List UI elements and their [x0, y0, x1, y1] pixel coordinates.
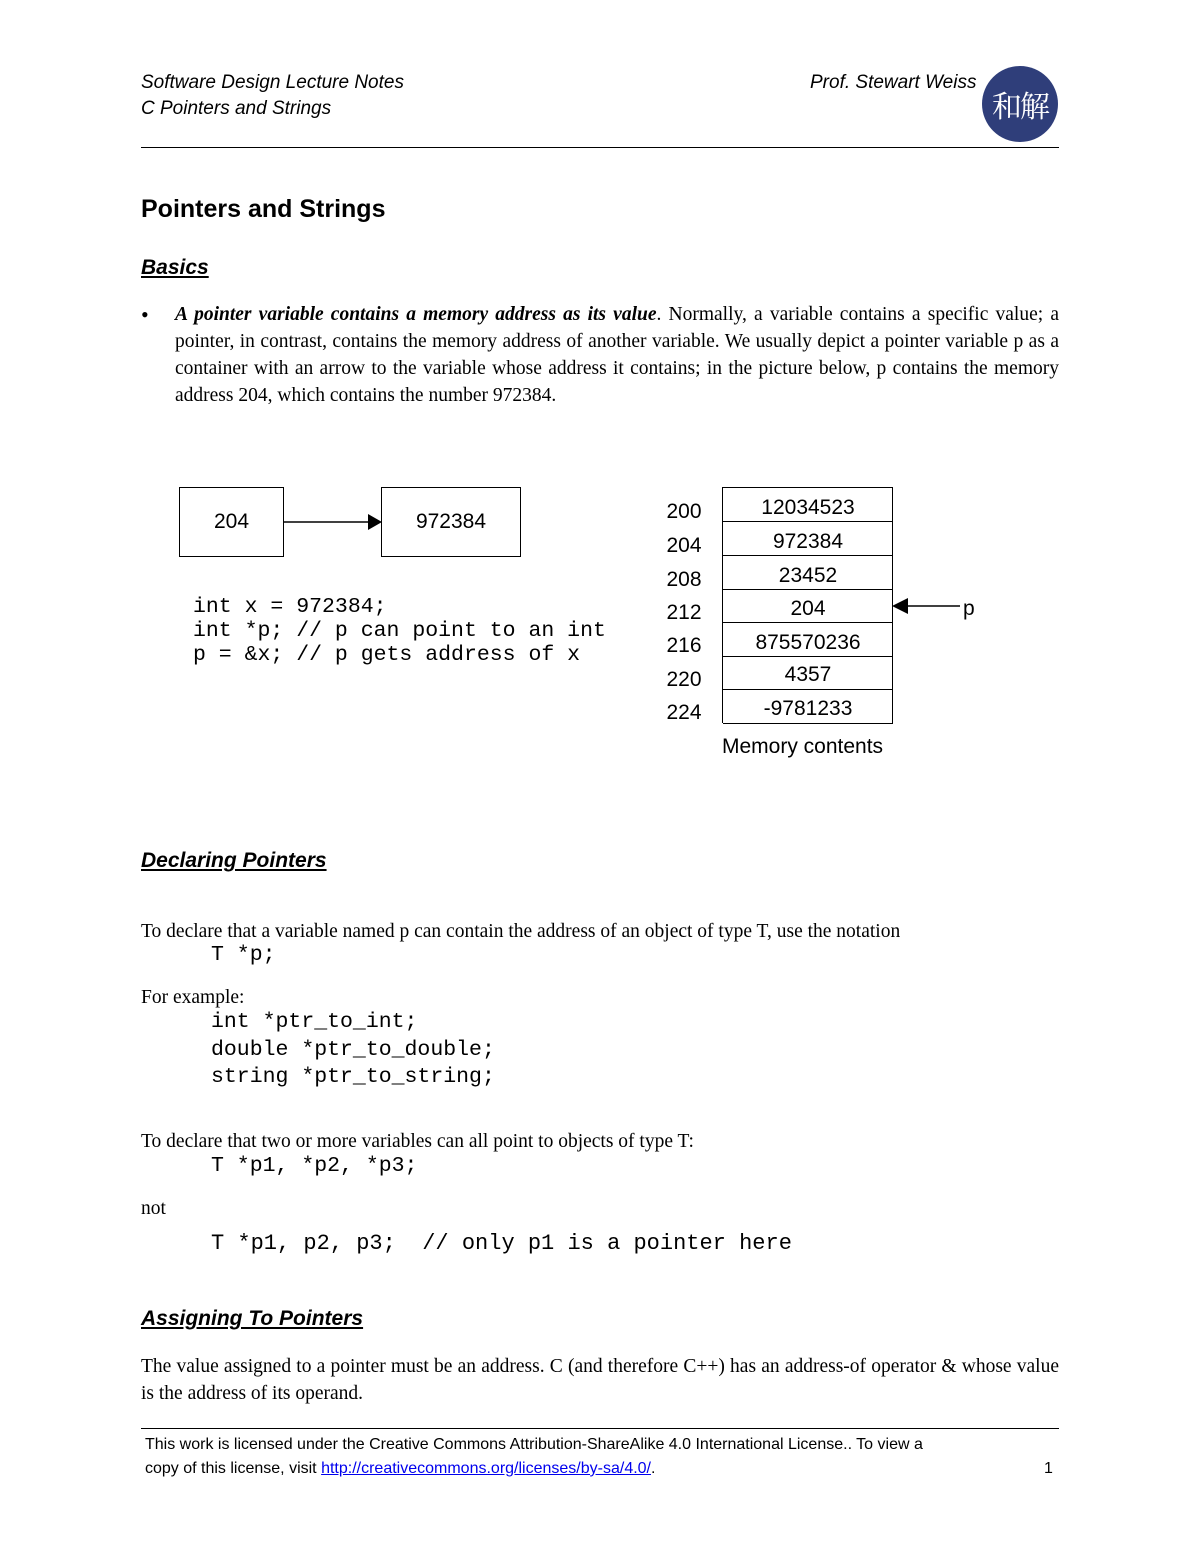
example-label: For example: [141, 987, 245, 1008]
license-link[interactable]: http://creativecommons.org/licenses/by-sa/4.0/ [321, 1460, 651, 1477]
memory-addresses [662, 487, 706, 727]
target-box-value: 972384 [415, 510, 487, 533]
memory-cell: 204 [723, 590, 893, 623]
footer-prefix: copy of this license, visit [145, 1460, 322, 1477]
page-title: Pointers and Strings [141, 195, 386, 223]
memory-address: 220 [666, 668, 702, 691]
memory-address: 216 [666, 634, 702, 657]
memory-address: 224 [666, 701, 702, 724]
footer-license-line2 [145, 1457, 655, 1481]
basics-bullet-rest: . Normally, a variable contains a specific value; a pointer, in contrast, contains the memory address of another variable. We usually depict a pointer variable p as a container with an arrow to the variable whose address it contains; in the picture below, p contains the memory address 204, which contains the number 972384. [175, 304, 1059, 406]
logo-text: 和解 [992, 90, 1048, 125]
memory-cell: 875570236 [723, 623, 893, 657]
not-label: not [141, 1198, 166, 1219]
multi-code: T *p1, *p2, *p3; [211, 1154, 418, 1178]
code-line: int *ptr_to_int; [211, 1010, 418, 1034]
header-course-title: Software Design Lecture Notes [141, 72, 404, 93]
code-line: int x = 972384; [193, 595, 387, 619]
diagram-code [193, 595, 606, 667]
code-line: string *ptr_to_string; [211, 1065, 495, 1089]
example-code [211, 1009, 495, 1092]
logo [982, 66, 1058, 142]
memory-table [722, 487, 893, 723]
page-number: 1 [1044, 1460, 1053, 1477]
memory-pointer-arrow [890, 596, 962, 616]
footer-rule [141, 1428, 1059, 1429]
section-heading-basics: Basics [141, 256, 209, 279]
pointer-box-value: 204 [213, 510, 250, 533]
section-heading-assigning: Assigning To Pointers [141, 1307, 364, 1330]
header-author: Prof. Stewart Weiss [810, 72, 977, 93]
memory-cell: 12034523 [723, 488, 893, 522]
memory-address: 200 [666, 500, 702, 523]
declaring-notation: T *p; [211, 943, 276, 967]
memory-address: 208 [666, 568, 702, 591]
footer-suffix: . [651, 1460, 656, 1477]
wrong-code: T *p1, p2, p3; // only p1 is a pointer here [211, 1231, 792, 1256]
code-line: p = &x; // p gets address of x [193, 643, 581, 667]
footer-license-line1: This work is licensed under the Creative Commons Attribution-ShareAlike 4.0 International License.. To view a [145, 1436, 923, 1453]
memory-cell: 972384 [723, 522, 893, 556]
bullet-icon: • [141, 302, 149, 327]
memory-cell: 23452 [723, 556, 893, 590]
assigning-text: The value assigned to a pointer must be an address. C (and therefore C++) has an address-of operator & whose value is the address of its operand. [141, 1356, 1059, 1404]
memory-caption: Memory contents [722, 735, 884, 758]
memory-cell: 4357 [723, 657, 893, 690]
basics-bullet-emphasis: A pointer variable contains a memory address as its value [175, 304, 657, 325]
pointer-arrow [284, 512, 384, 534]
code-line: double *ptr_to_double; [211, 1037, 495, 1062]
multi-intro: To declare that two or more variables can all point to objects of type T: [141, 1131, 694, 1152]
code-line: int *p; // p can point to an int [193, 619, 606, 643]
header-rule [141, 147, 1059, 148]
declaring-intro: To declare that a variable named p can contain the address of an object of type T, use the notation [141, 921, 901, 942]
header-topic: C Pointers and Strings [141, 98, 332, 119]
basics-bullet-text [175, 301, 1059, 409]
pointer-label: p [963, 597, 975, 620]
target-box [381, 487, 521, 557]
pointer-box [179, 487, 284, 557]
section-heading-declaring: Declaring Pointers [141, 849, 327, 872]
memory-cell: -9781233 [723, 690, 893, 724]
memory-address: 204 [666, 534, 702, 557]
memory-address: 212 [666, 601, 702, 624]
